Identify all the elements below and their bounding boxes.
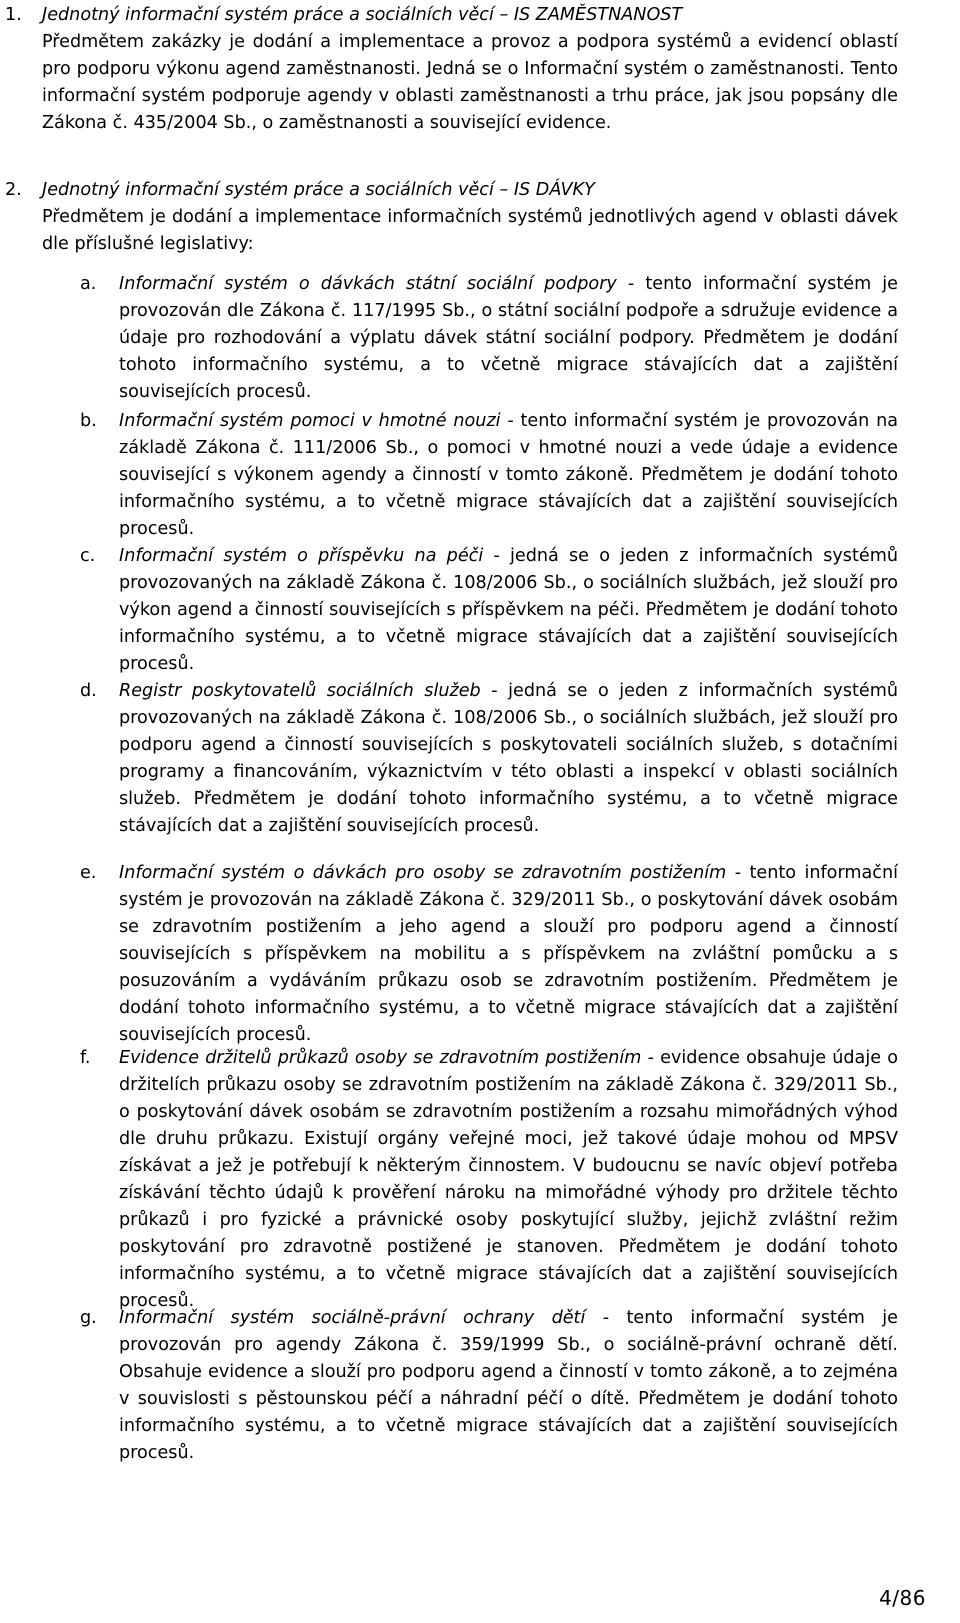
subitem-text: - tento informační systém je provozován na základě Zákona č. 111/2006 Sb., o pomoci v hmotné nouzi a vede údaje a evidence související s výkonem agendy a činností v tomto zákoně. Předmětem je dodání tohoto informačního systému, a to včetně migrace stávajících dat a zajištění souvisejících procesů. [119,411,898,539]
subitem-text: - jedná se o jeden z informačních systémů provozovaných na základě Zákona č. 108/2006 Sb., o sociálních službách, jež slouží pro výkon agend a činností souvisejících s příspěvkem na péči. Předmětem je dodání tohoto informačního systému, a to včetně migrace stávajících dat a zajištění souvisejících procesů. [119,546,898,674]
subitem-name: Informační systém o příspěvku na péči [119,546,484,566]
subitem-e [80,860,898,1049]
subitem-text: - evidence obsahuje údaje o držitelích průkazu osoby se zdravotním postižením na základě Zákona č. 329/2011 Sb., o poskytování dávek osobám se zdravotním postižením a rozsahu mimořádných výhod dle druhu průkazu. Existují orgány veřejné moci, jež takové údaje mohou od MPSV získávat a jež je potřebují k některým činnostem. V budoucnu se navíc objeví potřeba získávání těchto údajů k prověření nároku na mimořádné výhody pro držitele těchto průkazů i pro fyzické a právnické osoby poskytující služby, jejichž zvláštní režim poskytování pro zdravotně postižené je stanoven. Předmětem je dodání tohoto informačního systému, a to včetně migrace stávajících dat a zajištění souvisejících procesů. [119,1048,898,1311]
subitem-name: Registr poskytovatelů sociálních služeb [119,681,481,701]
subitem-text: - tento informační systém je provozován pro agendy Zákona č. 359/1999 Sb., o sociálně-právní ochraně dětí. Obsahuje evidence a slouží pro podporu agend a činností v tomto zákoně, a to zejména v souvislosti s pěstounskou péčí a náhradní péčí o dítě. Předmětem je dodání tohoto informačního systému, a to včetně migrace stávajících dat a zajištění souvisejících procesů. [119,1308,899,1463]
subitem-f [80,1045,898,1315]
section-text [42,177,898,258]
subitem-text: - jedná se o jeden z informačních systémů provozovaných na základě Zákona č. 108/2006 Sb., o sociálních službách, jež slouží pro podporu agend a činností souvisejících s poskytovateli sociálních služeb, s dotačními programy a financováním, výkaznictvím v této oblasti a inspekcí v oblasti sociálních služeb. Předmětem je dodání tohoto informačního systému, a to včetně migrace stávajících dat a zajištění souvisejících procesů. [119,681,898,836]
subitem-name: Informační systém o dávkách státní sociální podpory [119,274,617,294]
subitem-letter: f. [80,1048,91,1068]
subitem-letter: g. [80,1308,97,1328]
subitem-letter: e. [80,863,97,883]
page-number: 4/86 [879,1586,926,1610]
section-body: Předmětem je dodání a implementace informačních systémů jednotlivých agend v oblasti dávek dle příslušné legislativy: [42,207,898,254]
section-number: 1. [5,5,22,25]
subitem-a [80,271,898,406]
subitem-name: Informační systém sociálně-právní ochrany dětí [119,1308,586,1328]
section-title: Jednotný informační systém práce a sociálních věcí – IS ZAMĚSTNANOST [42,5,683,25]
subitem-d [80,678,898,840]
subitem-name: Informační systém o dávkách pro osoby se zdravotním postižením [119,863,727,883]
subitem-letter: c. [80,546,96,566]
subitem-b [80,408,898,543]
subitem-c [80,543,898,678]
subitem-text: - tento informační systém je provozován dle Zákona č. 117/1995 Sb., o státní sociální podpoře a sdružuje evidence a údaje pro rozhodování a výplatu dávek státní sociální podpory. Předmětem je dodání tohoto informačního systému, a to včetně migrace stávajících dat a zajištění souvisejících procesů. [119,274,899,402]
subitem-letter: d. [80,681,97,701]
subitem-name: Informační systém pomoci v hmotné nouzi [119,411,501,431]
subitem-name: Evidence držitelů průkazů osoby se zdravotním postižením [119,1048,642,1068]
section-title: Jednotný informační systém práce a sociálních věcí – IS DÁVKY [42,180,595,200]
section-body: Předmětem zakázky je dodání a implementace a provoz a podpora systémů a evidencí oblastí pro podporu výkonu agend zaměstnanosti. Jedná se o Informační systém o zaměstnanosti. Tento informační systém podporuje agendy v oblasti zaměstnanosti a trhu práce, jak jsou popsány dle Zákona č. 435/2004 Sb., o zaměstnanosti a související evidence. [42,32,898,133]
subitem-letter: b. [80,411,97,431]
section-item-2 [5,177,898,258]
section-item-1 [5,2,898,137]
section-text [42,2,898,137]
section-number: 2. [5,180,22,200]
subitem-letter: a. [80,274,97,294]
subitem-g [80,1305,898,1467]
subitem-text: - tento informační systém je provozován na základě Zákona č. 329/2011 Sb., o poskytování dávek osobám se zdravotním postižením a jeho agend a slouží pro podporu agend a činností souvisejících s příspěvkem na mobilitu a s příspěvkem na zvláštní pomůcku a s posuzováním a vydáváním průkazu osob se zdravotním postižením. Předmětem je dodání tohoto informačního systému, a to včetně migrace stávajících dat a zajištění souvisejících procesů. [119,863,899,1045]
